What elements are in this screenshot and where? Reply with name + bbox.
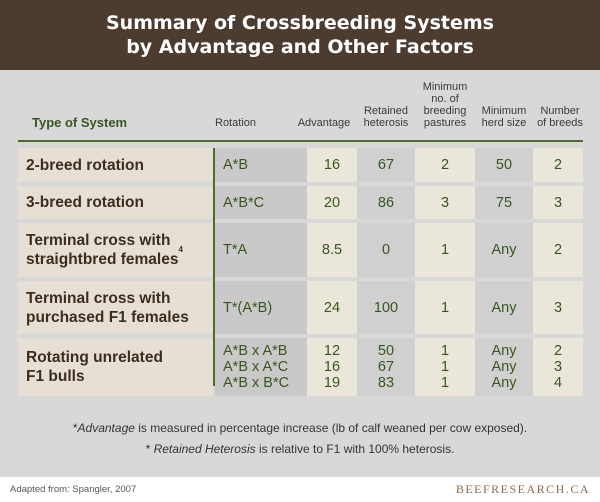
footnote-advantage: *Advantage is measured in percentage increase (lb of calf weaned per cow exposed). (72, 421, 528, 435)
min-herd-size-value: Any (491, 375, 517, 391)
min-herd-size-cell (475, 338, 533, 396)
retained-heterosis-value: 100 (373, 299, 399, 316)
min-herd-size-cell (475, 281, 533, 334)
column-header-advantage: Advantage (297, 117, 351, 129)
system-name-cell (18, 148, 213, 182)
retained-heterosis-value: 0 (381, 242, 391, 258)
title-banner (0, 0, 600, 70)
system-name: 3-breed rotation (26, 194, 144, 211)
min-pastures-value: 1 (440, 359, 450, 375)
number-of-breeds-value: 2 (553, 242, 563, 258)
min-pastures-cell (415, 148, 475, 182)
system-name: Terminal cross with purchased F1 females (26, 289, 189, 326)
column-header-rotation: Rotation (215, 117, 256, 129)
rotation-value: A*B*C (223, 194, 265, 211)
number-of-breeds-value: 4 (553, 375, 563, 391)
min-herd-size-value: Any (491, 242, 517, 258)
retained-heterosis-cell (357, 281, 415, 334)
footnotes (0, 418, 600, 460)
rotation-value: T*A (223, 242, 248, 258)
retained-heterosis-value: 67 (377, 157, 395, 173)
rotation-cell (215, 338, 307, 396)
number-of-breeds-cell (533, 186, 583, 219)
min-herd-size-cell (475, 186, 533, 219)
column-header-min-pastures: Minimum no. of breeding pastures (422, 81, 468, 129)
retained-heterosis-value: 83 (377, 375, 395, 391)
table-row (18, 186, 583, 219)
rotation-cell (215, 223, 307, 277)
rotation-cell (215, 186, 307, 219)
min-herd-size-cell (475, 148, 533, 182)
rotation-value: A*B (223, 157, 248, 173)
advantage-value: 20 (323, 194, 341, 211)
system-name-cell (18, 281, 213, 334)
advantage-value: 16 (323, 157, 341, 173)
min-herd-size-value: Any (491, 299, 517, 316)
min-pastures-value: 2 (440, 157, 450, 173)
advantage-cell (307, 281, 357, 334)
advantage-value: 24 (323, 299, 341, 316)
number-of-breeds-cell (533, 338, 583, 396)
rotation-cell (215, 281, 307, 334)
table-row (18, 281, 583, 334)
system-name-cell: Terminal cross with straightbred females 4 (18, 223, 213, 277)
column-header-min-herd-size: Minimum herd size (481, 105, 527, 129)
retained-heterosis-cell (357, 148, 415, 182)
retained-heterosis-value: 50 (377, 343, 395, 359)
column-header-system: Type of System (32, 115, 128, 130)
system-name: 2-breed rotation (26, 156, 144, 174)
page-title: Summary of Crossbreeding Systems by Advantage and Other Factors (106, 12, 494, 58)
number-of-breeds-value: 3 (553, 299, 563, 316)
advantage-value: 12 (323, 343, 341, 359)
retained-heterosis-value: 86 (377, 194, 395, 211)
number-of-breeds-value: 2 (553, 343, 563, 359)
table-row (18, 148, 583, 182)
min-pastures-cell (415, 281, 475, 334)
footnote-retained-term: Retained Heterosis (153, 442, 256, 456)
retained-heterosis-value: 67 (377, 359, 395, 375)
brand-logo-text: BEEFRESEARCH.CA (455, 482, 590, 496)
system-name: Terminal cross with straightbred females (26, 232, 179, 268)
table-row (18, 223, 583, 277)
table-row (18, 338, 583, 396)
min-pastures-value: 1 (440, 242, 450, 258)
min-pastures-cell (415, 223, 475, 277)
header-divider (18, 140, 583, 142)
min-pastures-value: 1 (440, 299, 450, 316)
system-name: Rotating unrelated F1 bulls (26, 349, 163, 385)
retained-heterosis-cell (357, 338, 415, 396)
number-of-breeds-cell (533, 281, 583, 334)
min-herd-size-value: 50 (495, 157, 513, 173)
advantage-cell (307, 148, 357, 182)
advantage-value: 19 (323, 375, 341, 391)
footnote-advantage-term: Advantage (77, 421, 135, 435)
rotation-value: T*(A*B) (223, 299, 273, 316)
advantage-cell (307, 223, 357, 277)
min-herd-size-value: Any (491, 343, 517, 359)
summary-table (10, 76, 590, 396)
number-of-breeds-cell (533, 148, 583, 182)
min-herd-size-value: 75 (495, 194, 513, 211)
min-pastures-value: 1 (440, 375, 450, 391)
retained-heterosis-cell (357, 186, 415, 219)
min-pastures-cell (415, 338, 475, 396)
footnote-retained-heterosis: * Retained Heterosis is relative to F1 with 100% heterosis. (145, 442, 455, 456)
advantage-cell (307, 338, 357, 396)
footer-bar (0, 477, 600, 502)
column-header-number-of-breeds: Number of breeds (537, 105, 583, 129)
system-name-cell (18, 186, 213, 219)
column-header-retained-heterosis: Retained heterosis (363, 105, 409, 129)
source-credit: Adapted from: Spangler, 2007 (10, 484, 137, 495)
min-herd-size-cell (475, 223, 533, 277)
rotation-value: A*B x A*B (223, 343, 288, 359)
min-herd-size-value: Any (491, 359, 517, 375)
rotation-cell (215, 148, 307, 182)
number-of-breeds-value: 3 (553, 359, 563, 375)
advantage-cell (307, 186, 357, 219)
advantage-value: 16 (323, 359, 341, 375)
retained-heterosis-cell (357, 223, 415, 277)
rotation-value: A*B x A*C (223, 359, 289, 375)
number-of-breeds-value: 3 (553, 194, 563, 211)
number-of-breeds-value: 2 (553, 157, 563, 173)
advantage-value: 8.5 (321, 242, 343, 258)
min-pastures-cell (415, 186, 475, 219)
system-name-cell (18, 338, 213, 396)
min-pastures-value: 3 (440, 194, 450, 211)
rotation-value: A*B x B*C (223, 375, 290, 391)
number-of-breeds-cell (533, 223, 583, 277)
min-pastures-value: 1 (440, 343, 450, 359)
